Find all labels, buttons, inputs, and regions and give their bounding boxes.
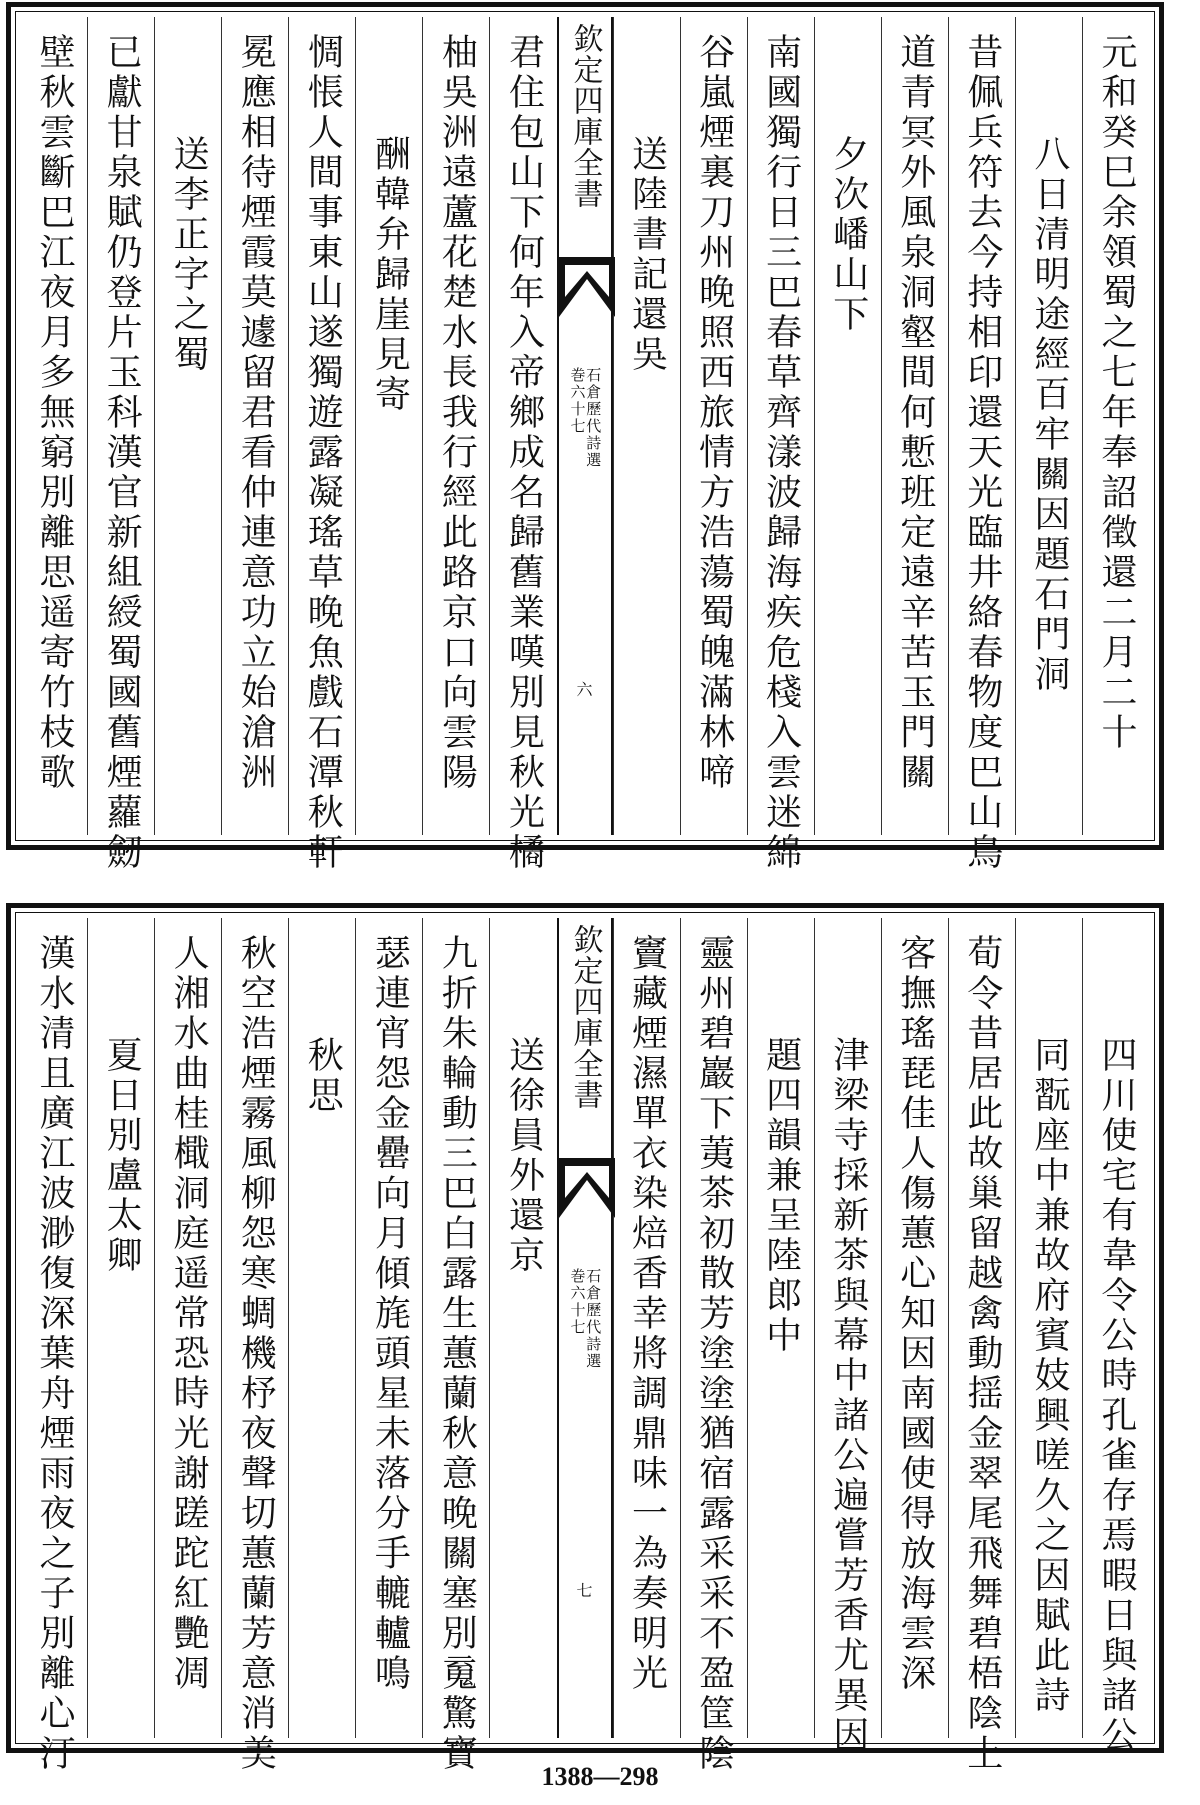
fishtail-mark-icon [559,257,615,317]
text-column [1082,918,1149,1756]
poem-title: 四川使宅有韋令公時孔雀存焉暇日與諸公 [1095,1036,1137,1756]
poem-title: 八日清明途經百牢關因題石門洞 [1028,135,1070,695]
text-column [814,17,881,835]
column-text: 冕應相待煙霞莫遽留君看仲連意功立始滄洲 [235,33,277,793]
poem-title: 秋思 [302,1036,344,1116]
poem-title: 夕次嶓山下 [827,135,869,335]
column-text: 壁秋雲斷巴江夜月多無窮別離思遥寄竹枝歌 [34,33,76,793]
text-column [680,918,747,1774]
text-column [613,918,680,1738]
text-column [489,17,556,873]
column-text: 秋空浩煙霧風柳怨寒蜩機杼夜聲切蕙蘭芳意消美 [235,934,277,1774]
column-text: 惆悵人間事東山遂獨遊露凝瑤草晚魚戲石潭秋軒 [302,33,344,873]
text-column [747,918,814,1738]
column-text: 道青冥外風泉洞壑間何慙班定遠辛苦玉門關 [894,33,936,793]
text-column [948,17,1015,873]
column-text: 漢水清且廣江波渺復深葉舟煙雨夜之子別離心汀 [34,934,76,1774]
poem-title: 送陸書記還吳 [626,135,668,375]
text-column [87,17,154,873]
text-column [21,17,87,835]
top-page-columns [21,17,1149,873]
text-column [355,918,422,1738]
text-column [1082,17,1149,835]
poem-title: 送徐員外還京 [503,1036,545,1276]
book-title: 石倉歷代詩選 [584,1268,603,1370]
column-text: 人湘水曲桂檝洞庭遥常恐時光謝蹉跎紅艷凋 [168,934,210,1694]
book-title: 石倉歷代詩選 [584,367,603,469]
text-column [814,918,881,1756]
text-column [1015,918,1082,1738]
column-text: 已獻甘泉賦仍登片玉科漢官新組綬蜀國舊煙蘿劒 [101,33,143,873]
bottom-page [6,903,1164,1774]
fishtail-mark-icon [559,1158,615,1218]
column-text: 九折朱輪動三巴白露生蕙蘭秋意晚關塞別䰟驚寶 [436,934,478,1774]
column-text: 柚吳洲遠蘆花楚水長我行經此路京口向雲陽 [436,33,478,793]
bottom-page-columns [21,918,1149,1774]
column-text: 元和癸巳余領蜀之七年奉詔徵還二月二十 [1095,33,1137,753]
volume-number: 巻六十七 [568,1268,587,1336]
text-column [288,918,355,1738]
column-text: 竇藏煙濕單衣染焙香幸將調鼎味一為奏明光 [626,934,668,1694]
text-column [1015,17,1082,835]
library-title: 欽定四庫全書 [567,23,603,209]
text-column [489,918,556,1738]
poem-title: 津梁寺採新茶與幕中諸公遍嘗芳香尤異因 [827,1036,869,1756]
column-text: 靈州碧巖下荑茶初散芳塗塗猶宿露采采不盈筐陰 [693,934,735,1774]
column-text: 谷嵐煙裏刀州晚照西旅情方浩蕩蜀魄滿林啼 [693,33,735,793]
text-column [221,17,288,835]
text-column [154,17,221,835]
text-column [355,17,422,835]
center-fold [557,918,613,1738]
page-number: 六 [576,680,593,699]
page-number: 七 [576,1581,593,1600]
column-text: 瑟連宵怨金罍向月傾旄頭星未落分手轆轤鳴 [369,934,411,1694]
column-text: 君住包山下何年入帝鄉成名歸舊業嘆別見秋光橘 [503,33,545,873]
column-text: 昔佩兵符去今持相印還天光臨井絡春物度巴山鳥 [961,33,1003,873]
top-page [6,2,1164,873]
text-column [881,918,948,1738]
center-fold [557,17,613,835]
text-column [948,918,1015,1774]
poem-title: 題四韻兼呈陸郎中 [760,1036,802,1356]
text-column [21,918,87,1774]
poem-title: 酬韓弁歸崖見寄 [369,135,411,415]
text-column [87,918,154,1738]
text-column [154,918,221,1738]
poem-title: 夏日別盧太卿 [101,1036,143,1276]
text-column [422,17,489,835]
text-column [613,17,680,835]
page-footer-number: 1388—298 [541,1762,659,1791]
column-text: 荀令昔居此故巢留越禽動揺金翠尾飛舞碧梧陰上 [961,934,1003,1774]
text-column [680,17,747,835]
text-column [881,17,948,835]
text-column [221,918,288,1774]
volume-number: 巻六十七 [568,367,587,435]
poem-title: 送李正字之蜀 [168,135,210,375]
text-column [747,17,814,873]
column-text: 客撫瑤琵佳人傷蕙心知因南國使得放海雲深 [894,934,936,1694]
text-column [422,918,489,1774]
text-column [288,17,355,873]
poem-title: 同翫座中兼故府賓妓興嗟久之因賦此詩 [1028,1036,1070,1716]
library-title: 欽定四庫全書 [567,924,603,1110]
column-text: 南國獨行日三巴春草齊漾波歸海疾危棧入雲迷綿 [760,33,802,873]
